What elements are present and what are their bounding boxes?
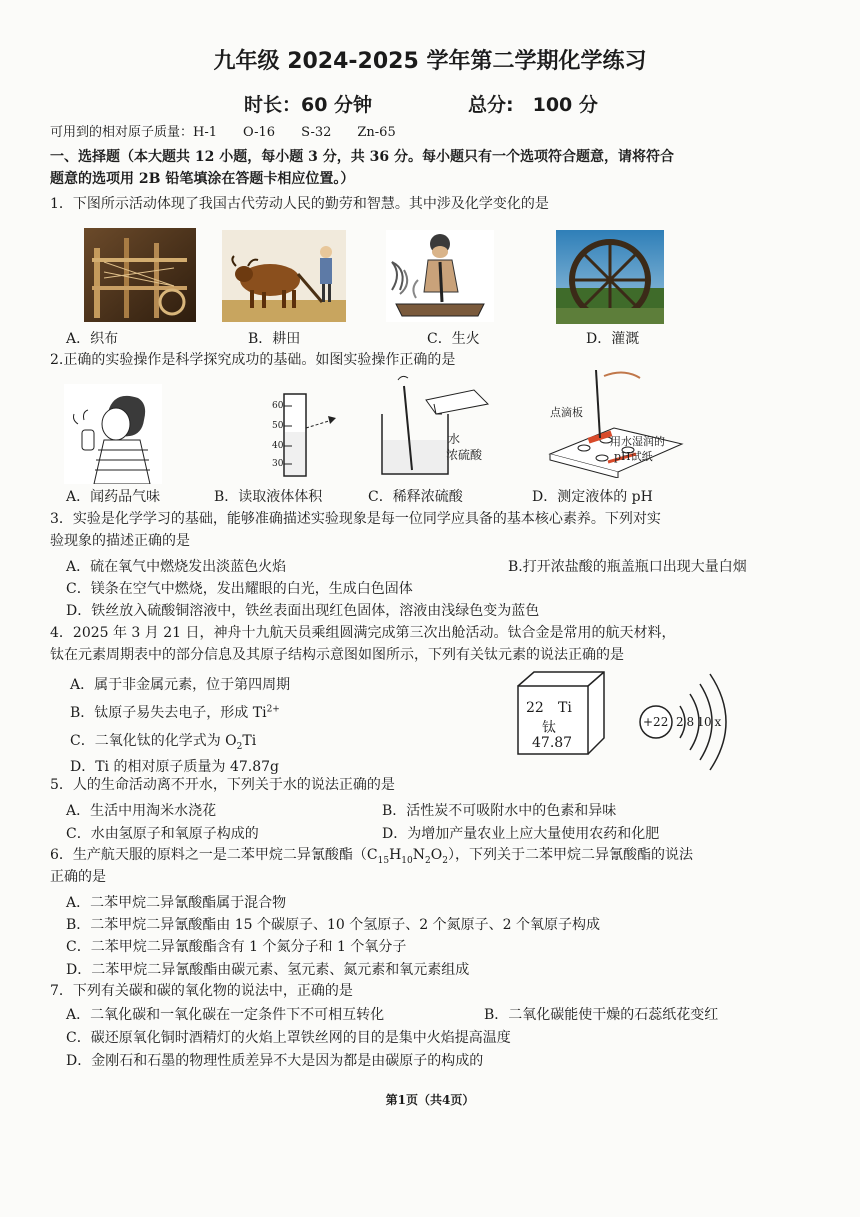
page-footer: 第1页（共4页）	[385, 1093, 475, 1107]
q5-stem: 5．人的生命活动离不开水，下列关于水的说法正确的是	[50, 777, 395, 793]
q6-stem-line1: 6．生产航天服的原料之一是二苯甲烷二异氰酸酯$(C_{15}H_{10}N_2O_2)$，下列关于二苯甲烷二异氰酸酯的说法	[50, 847, 693, 866]
cylinder-mark-60: 60	[272, 401, 284, 411]
q2-option-c: C．稀释浓硫酸	[368, 489, 463, 505]
atomic-number: 22	[526, 700, 544, 716]
q5-option-c: C．水由氢原子和氧原子构成的	[66, 826, 259, 842]
cylinder-mark-50: 50	[272, 421, 284, 431]
q3-stem-line2: 验现象的描述正确的是	[50, 533, 190, 549]
cylinder-mark-30: 30	[272, 459, 284, 469]
paper-label-1: 用水湿润的	[610, 435, 665, 448]
smell-chemical-image	[64, 384, 162, 484]
irrigation-image	[556, 230, 664, 324]
q2-stem: 2.正确的实验操作是科学探究成功的基础。如图实验操作正确的是	[50, 352, 456, 368]
q1-option-c: C．生火	[427, 331, 480, 347]
q1-option-b: B．耕田	[248, 331, 301, 347]
section1-heading-line1: 一、选择题（本大题共 12 小题，每小题 3 分，共 36 分。每小题只有一个选项符合题意，请将符合	[50, 149, 674, 165]
exam-title: 九年级 2024-2025 学年第二学期化学练习	[213, 49, 647, 74]
water-label: 水	[448, 432, 461, 446]
q4-stem-line1: 4．2025 年 3 月 21 日，神舟十九航天员乘组圆满完成第三次出舱活动。钛合金是常用的航天材料，	[50, 625, 676, 641]
q1-option-a: A．织布	[66, 331, 119, 347]
plate-label: 点滴板	[550, 406, 583, 419]
paper-label-2: pH试纸	[614, 450, 653, 463]
q5-option-d: D．为增加产量农业上应大量使用农药和化肥	[382, 826, 660, 842]
q3-option-c: C．镁条在空气中燃烧，发出耀眼的白光，生成白色固体	[66, 581, 413, 597]
q6-option-b: B．二苯甲烷二异氰酸酯由 15 个碳原子、10 个氢原子、2 个氮原子、2 个氧原子构成	[66, 917, 600, 933]
q3-option-a: A．硫在氧气中燃烧发出淡蓝色火焰	[66, 559, 287, 575]
q4-option-b: B．钛原子易失去电子，形成 $Ti^{2+}$	[70, 704, 280, 721]
section1-heading-line2: 题意的选项用 2B 铅笔填涂在答题卡相应位置。）	[50, 171, 355, 187]
q2-option-d: D．测定液体的 pH	[532, 489, 653, 505]
q6-option-a: A．二苯甲烷二异氰酸酯属于混合物	[66, 895, 287, 911]
q6-stem-line2: 正确的是	[50, 869, 106, 885]
q7-option-a: A．二氧化碳和一氧化碳在一定条件下不可相互转化	[66, 1007, 385, 1023]
electron-shells: 2 8 10 x	[676, 715, 721, 729]
q3-stem-line1: 3．实验是化学学习的基础，能够准确描述实验现象是每一位同学应具备的基本核心素养。下列对实	[50, 511, 661, 527]
fire-making-image	[386, 230, 494, 322]
q4-stem-line2: 钛在元素周期表中的部分信息及其原子结构示意图如图所示，下列有关钛元素的说法正确的是	[50, 647, 624, 663]
q2-option-b: B．读取液体体积	[214, 489, 323, 505]
atomic-masses: 可用到的相对原子质量：H-1 O-16 S-32 Zn-65	[50, 125, 396, 140]
q7-option-b: B．二氧化碳能使干燥的石蕊纸花变红	[484, 1007, 719, 1023]
q4-option-d: D．Ti 的相对原子质量为 47.87g	[70, 759, 279, 775]
q4-option-a: A．属于非金属元素，位于第四周期	[70, 677, 291, 693]
q1-option-d: D．灌溉	[586, 331, 640, 347]
q3-option-d: D．铁丝放入硫酸铜溶液中，铁丝表面出现红色固体，溶液由浅绿色变为蓝色	[66, 603, 540, 619]
atomic-mass: 47.87	[532, 735, 573, 751]
q7-option-c: C．碳还原氧化铜时酒精灯的火焰上罩铁丝网的目的是集中火焰提高温度	[66, 1030, 511, 1046]
q6-option-c: C．二苯甲烷二异氰酸酯含有 1 个氮分子和 1 个氧分子	[66, 939, 407, 955]
q5-option-b: B．活性炭不可吸附水中的色素和异味	[382, 803, 617, 819]
conc-acid-label: 浓硫酸	[446, 448, 483, 462]
exam-total-score: 总分: 100 分	[468, 94, 598, 116]
q7-stem: 7．下列有关碳和碳的氧化物的说法中，正确的是	[50, 983, 353, 999]
q3-option-b: B.打开浓盐酸的瓶盖瓶口出现大量白烟	[508, 559, 747, 575]
q2-option-a: A．闻药品气味	[66, 489, 161, 505]
weaving-image	[84, 228, 196, 322]
q6-option-d: D．二苯甲烷二异氰酸酯由碳元素、氢元素、氮元素和氧元素组成	[66, 962, 470, 978]
element-symbol: Ti	[558, 700, 572, 716]
nucleus-charge: +22	[643, 715, 669, 729]
q7-option-d: D．金刚石和石墨的物理性质差异不大是因为都是由碳原子的构成的	[66, 1053, 484, 1069]
plowing-image	[222, 230, 346, 322]
q5-option-a: A．生活中用淘米水浇花	[66, 803, 217, 819]
element-name: 钛	[542, 720, 556, 736]
exam-duration: 时长：60 分钟	[244, 94, 373, 116]
cylinder-mark-40: 40	[272, 441, 284, 451]
q4-option-c: C．二氧化钛的化学式为 $O_2Ti$	[70, 733, 257, 752]
q1-stem: 1．下图所示活动体现了我国古代劳动人民的勤劳和智慧。其中涉及化学变化的是	[50, 196, 549, 212]
